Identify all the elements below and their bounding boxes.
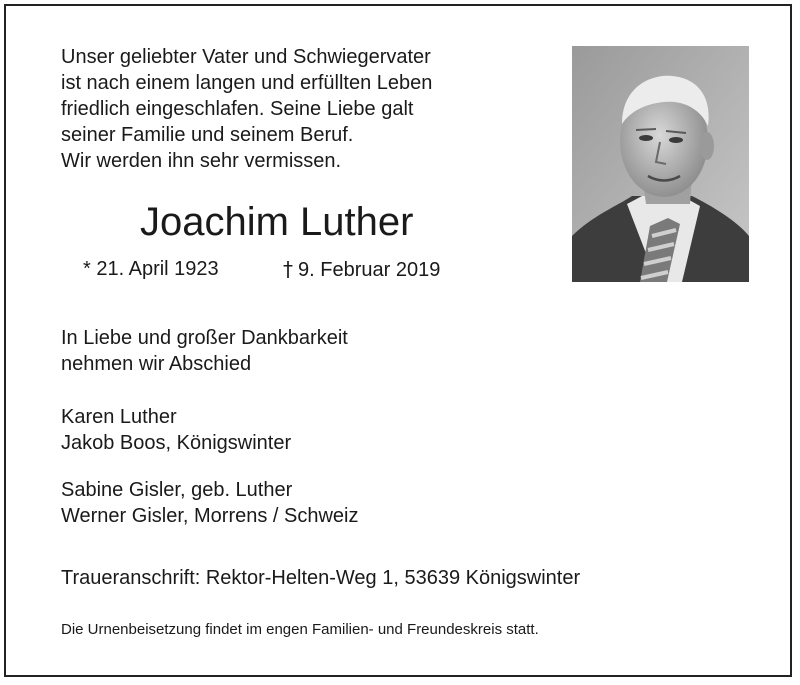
- mourners-group-1: [61, 404, 291, 456]
- mourner-name: Werner Gisler, Morrens / Schweiz: [61, 505, 359, 527]
- intro-text: [61, 44, 432, 174]
- deceased-name: Joachim Luther: [140, 200, 414, 244]
- death-date: [283, 256, 440, 283]
- cross-icon: †: [283, 257, 293, 281]
- mourner-name: Sabine Gisler, geb. Luther: [61, 479, 293, 501]
- farewell-line: In Liebe und großer Dankbarkeit: [61, 327, 348, 349]
- portrait-photo: [572, 46, 749, 282]
- mourner-name: Jakob Boos, Königswinter: [61, 432, 292, 454]
- mourner-name: Karen Luther: [61, 406, 177, 428]
- birth-symbol: *: [83, 258, 91, 280]
- farewell-line: nehmen wir Abschied: [61, 353, 252, 375]
- mourning-address: Traueranschrift: Rektor-Helten-Weg 1, 53639 Königswinter: [61, 567, 581, 589]
- burial-note: Die Urnenbeisetzung findet im engen Familien- und Freundeskreis statt.: [61, 621, 539, 638]
- death-date-value: 9. Februar 2019: [298, 259, 441, 281]
- birth-date-value: 21. April 1923: [96, 258, 219, 280]
- intro-line: friedlich eingeschlafen. Seine Liebe galt: [61, 98, 414, 120]
- birth-date: [83, 256, 219, 282]
- farewell-text: [61, 325, 348, 377]
- intro-line: Unser geliebter Vater und Schwiegervater: [61, 46, 431, 68]
- intro-line: Wir werden ihn sehr vermissen.: [61, 150, 342, 172]
- mourners-group-2: [61, 477, 359, 529]
- intro-line: ist nach einem langen und erfüllten Leben: [61, 72, 433, 94]
- intro-line: seiner Familie und seinem Beruf.: [61, 124, 354, 146]
